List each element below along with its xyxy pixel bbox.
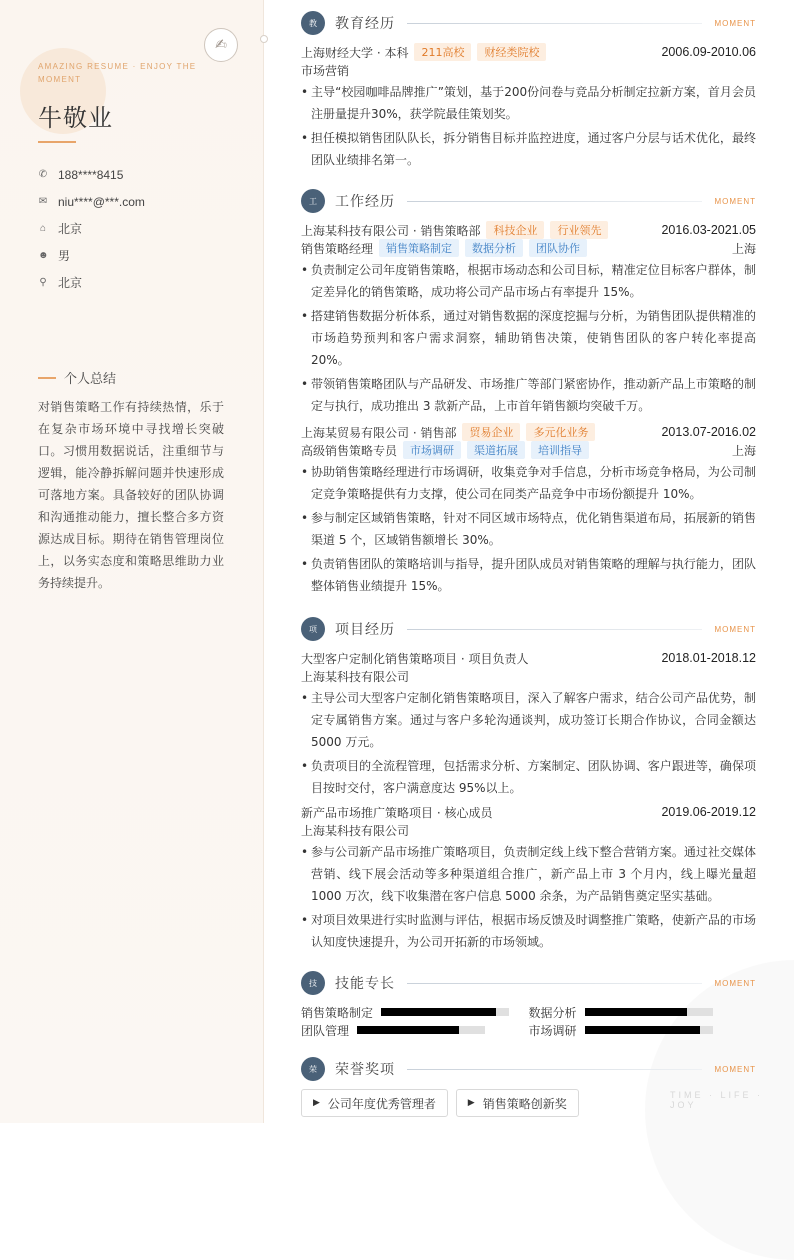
education-bullets <box>301 81 756 171</box>
education-date: 2006.09-2010.06 <box>661 45 756 59</box>
decorative-dot <box>260 35 268 43</box>
company-tag: 多元化业务 <box>526 423 595 441</box>
award-item <box>456 1089 579 1117</box>
play-triangle-icon: ▶ <box>313 1098 320 1108</box>
section-title: 荣誉奖项 <box>335 1062 395 1078</box>
bullet-item: • 搭建销售数据分析体系，通过对销售数据的深度挖掘与分析，为销售团队提供精准的市场趋势预判和客户需求洞察，辅助销售决策，使销售团队的客户转化率提高 20%。 <box>301 305 756 371</box>
role-tag: 渠道拓展 <box>467 441 525 459</box>
award-label: 公司年度优秀管理者 <box>327 1096 436 1111</box>
bullet-item: • 负责销售团队的策略培训与指导，提升团队成员对销售策略的理解与执行能力，团队整体销售业绩提升 15%。 <box>301 553 756 597</box>
candidate-name: 牛敬业 <box>38 104 113 132</box>
section-header-education <box>301 11 756 35</box>
skills-badge-icon: 技 <box>301 971 325 995</box>
section-moment-label: MOMENT <box>714 18 756 28</box>
sidebar <box>0 0 263 1123</box>
job-role: 高级销售策略专员 <box>301 443 398 458</box>
role-tag: 团队协作 <box>529 239 587 257</box>
project-entry <box>301 649 756 801</box>
skill-name: 市场调研 <box>528 1023 577 1038</box>
home-value: 北京 <box>58 222 83 236</box>
project-title: 新产品市场推广策略项目 · 核心成员 <box>301 805 493 820</box>
summary-heading <box>38 368 116 387</box>
work-entry <box>301 221 756 419</box>
company-tag: 科技企业 <box>486 221 544 239</box>
section-moment-label: MOMENT <box>714 624 756 634</box>
section-title: 技能专长 <box>335 976 395 992</box>
skill-item <box>301 1004 529 1021</box>
skill-name: 销售策略制定 <box>301 1005 374 1020</box>
skill-bar <box>585 1008 713 1016</box>
summary-text: 对销售策略工作有持续热情，乐于在复杂市场环境中寻找增长突破口。习惯用数据说话，注重细节与逻辑，能冷静拆解问题并快速形成可落地方案。具备较好的团队协调和沟通推动能力，擅长整合多方资源达成目标。期待在销售管理岗位上，以务实态度和策略思维助力业务持续提升。 <box>38 400 224 590</box>
section-title: 工作经历 <box>335 194 395 210</box>
section-divider <box>407 23 702 24</box>
school-tag: 211高校 <box>414 43 471 61</box>
summary-heading-bar <box>38 377 56 379</box>
awards-list <box>301 1089 756 1117</box>
award-label: 销售策略创新奖 <box>482 1096 567 1111</box>
major: 市场营销 <box>301 63 350 78</box>
section-divider <box>407 629 702 630</box>
section-header-work <box>301 189 756 213</box>
awards-badge-icon: 荣 <box>301 1057 325 1081</box>
skill-bar-fill <box>357 1026 459 1034</box>
section-title: 教育经历 <box>335 16 395 32</box>
skill-bar-fill <box>585 1008 687 1016</box>
school-tag: 财经类院校 <box>477 43 546 61</box>
location-pin-icon: ⚲ <box>39 277 47 288</box>
watermark-text: TIME · LIFE · JOY <box>670 1090 763 1110</box>
bullet-item: • 担任模拟销售团队队长，拆分销售目标并监控进度，通过客户分层与话术优化，最终团队业绩排名第一。 <box>301 127 756 171</box>
company-tag: 贸易企业 <box>462 423 520 441</box>
skill-name: 团队管理 <box>301 1023 350 1038</box>
section-header-skills <box>301 971 756 995</box>
award-item <box>301 1089 448 1117</box>
bullet-item: • 主导“校园咖啡品牌推广”策划，基于200份问卷与竞品分析制定拉新方案，首月会员注册量提升30%，获学院最佳策划奖。 <box>301 81 756 125</box>
company-name: 上海某科技有限公司 · 销售策略部 <box>301 223 481 238</box>
project-date: 2019.06-2019.12 <box>661 805 756 819</box>
school-name: 上海财经大学 · 本科 <box>301 45 409 60</box>
email-value: niu****@***.com <box>58 194 145 209</box>
project-title: 大型客户定制化销售策略项目 · 项目负责人 <box>301 651 529 666</box>
role-tag: 销售策略制定 <box>379 239 459 257</box>
skills-list <box>301 1003 756 1039</box>
home-icon: ⌂ <box>39 223 47 234</box>
section-moment-label: MOMENT <box>714 1064 756 1074</box>
company-name: 上海某贸易有限公司 · 销售部 <box>301 425 457 440</box>
project-company: 上海某科技有限公司 <box>301 669 410 684</box>
phone-row <box>38 161 145 188</box>
work-date: 2016.03-2021.05 <box>661 223 756 237</box>
project-company: 上海某科技有限公司 <box>301 823 410 838</box>
work-badge-icon: 工 <box>301 189 325 213</box>
skill-bar <box>585 1026 713 1034</box>
project-bullets <box>301 687 756 799</box>
email-icon: ✉ <box>38 196 48 207</box>
section-title: 项目经历 <box>335 622 395 638</box>
section-divider <box>407 1069 702 1070</box>
project-badge-icon: 项 <box>301 617 325 641</box>
bullet-item: • 负责制定公司年度销售策略，根据市场动态和公司目标，精准定位目标客户群体，制定差异化的销售策略，成功将公司产品市场占有率提升 15%。 <box>301 259 756 303</box>
user-icon: ☻ <box>38 250 49 261</box>
work-city: 上海 <box>731 443 756 458</box>
name-underline <box>38 141 76 143</box>
skill-item <box>301 1022 529 1039</box>
summary-title: 个人总结 <box>64 372 117 387</box>
bullet-item: • 主导公司大型客户定制化销售策略项目，深入了解客户需求，结合公司产品优势，制定专属销售方案。通过与客户多轮沟通谈判，成功签订长期合作协议，合同金额达 5000 万元。 <box>301 687 756 753</box>
skill-bar <box>381 1008 509 1016</box>
education-entry <box>301 43 756 173</box>
location-row <box>38 269 145 296</box>
skill-bar-fill <box>585 1026 700 1034</box>
section-header-project <box>301 617 756 641</box>
section-header-awards <box>301 1057 756 1081</box>
email-row <box>38 188 145 215</box>
gender-value: 男 <box>58 249 71 263</box>
project-date: 2018.01-2018.12 <box>661 651 756 665</box>
work-bullets <box>301 461 756 597</box>
home-row <box>38 215 145 242</box>
role-tag: 培训指导 <box>531 441 589 459</box>
section-moment-label: MOMENT <box>714 196 756 206</box>
tagline: AMAZING RESUME · ENJOY THE MOMENT <box>38 62 197 84</box>
work-city: 上海 <box>731 241 756 256</box>
job-role: 销售策略经理 <box>301 241 374 256</box>
bullet-item: • 负责项目的全流程管理，包括需求分析、方案制定、团队协调、客户跟进等，确保项目按时交付，客户满意度达 95%以上。 <box>301 755 756 799</box>
contact-info <box>38 161 145 296</box>
role-tag: 市场调研 <box>403 441 461 459</box>
bullet-item: • 参与制定区域销售策略，针对不同区域市场特点，优化销售渠道布局，拓展新的销售渠道 5 个，区域销售额增长 30%。 <box>301 507 756 551</box>
signature-icon: ✍ <box>204 28 238 62</box>
work-entry <box>301 423 756 599</box>
project-entry <box>301 803 756 955</box>
work-bullets <box>301 259 756 417</box>
section-divider <box>407 201 702 202</box>
skill-item <box>529 1022 757 1039</box>
skill-bar <box>357 1026 485 1034</box>
project-bullets <box>301 841 756 953</box>
bullet-item: • 协助销售策略经理进行市场调研，收集竞争对手信息，分析市场竞争格局，为公司制定竞争策略提供有力支撑，使公司在同类产品竞争中市场份额提升 10%。 <box>301 461 756 505</box>
role-tag: 数据分析 <box>465 239 523 257</box>
skill-item <box>529 1004 757 1021</box>
phone-value: 188****8415 <box>58 167 124 182</box>
education-badge-icon: 教 <box>301 11 325 35</box>
bullet-item: • 参与公司新产品市场推广策略项目，负责制定线上线下整合营销方案。通过社交媒体营销、线下展会活动等多种渠道组合推广，新产品上市 3 个月内，线上曝光量超 1000 万次，线下收集潜在客户信息 5000 余条，为产品销售奠定坚实基础。 <box>301 841 756 907</box>
section-divider <box>407 983 702 984</box>
company-tag: 行业领先 <box>550 221 608 239</box>
work-date: 2013.07-2016.02 <box>661 425 756 439</box>
section-moment-label: MOMENT <box>714 978 756 988</box>
bullet-item: • 带领销售策略团队与产品研发、市场推广等部门紧密协作，推动新产品上市策略的制定与执行，成功推出 3 款新产品，上市首年销售额均突破千万。 <box>301 373 756 417</box>
phone-icon: ✆ <box>38 169 48 180</box>
gender-row <box>38 242 145 269</box>
location-value: 北京 <box>58 276 83 290</box>
skill-name: 数据分析 <box>528 1005 577 1020</box>
skill-bar-fill <box>381 1008 496 1016</box>
play-triangle-icon: ▶ <box>467 1098 475 1108</box>
bullet-item: • 对项目效果进行实时监测与评估，根据市场反馈及时调整推广策略，使新产品的市场认知度快速提升，为公司开拓新的市场领域。 <box>301 909 756 953</box>
